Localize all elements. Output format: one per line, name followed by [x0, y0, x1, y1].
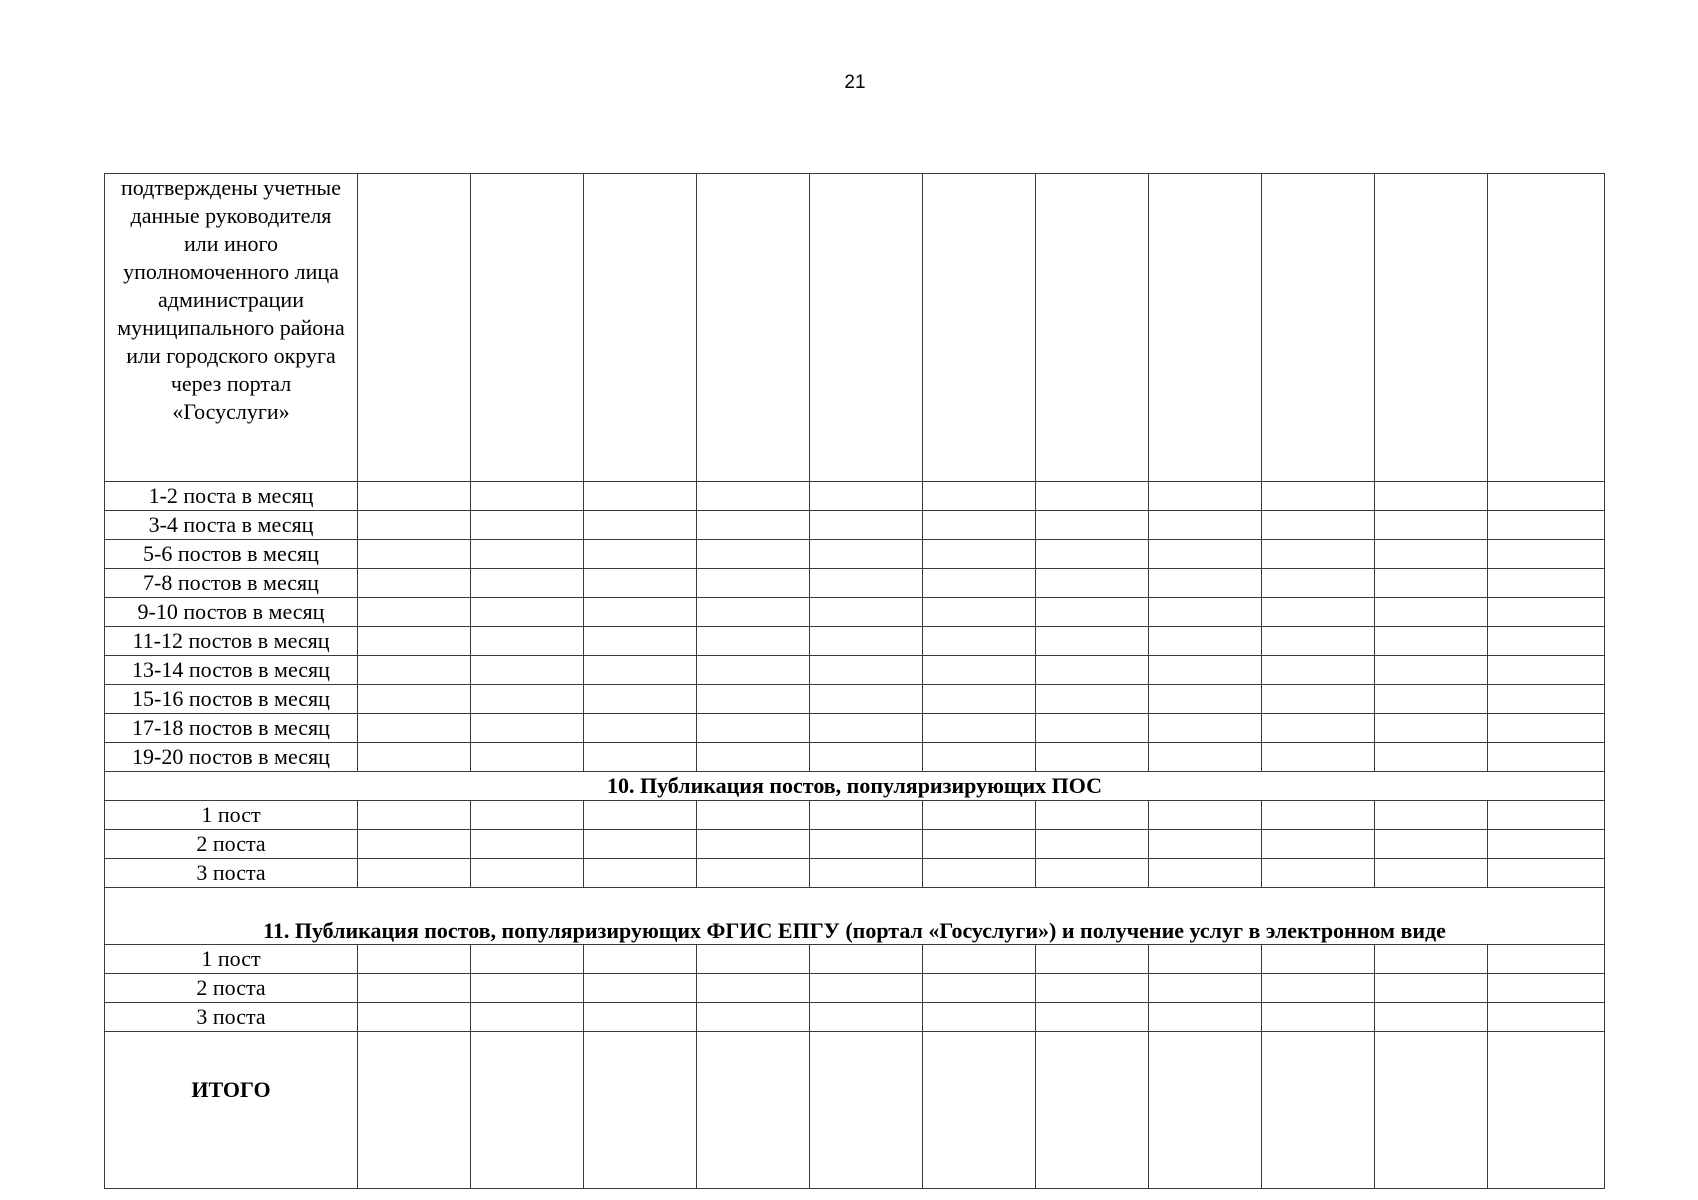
value-cell: [1149, 830, 1262, 859]
value-cell: [1488, 540, 1605, 569]
value-cell: [358, 569, 471, 598]
value-cell: [1375, 830, 1488, 859]
value-cell: [358, 1003, 471, 1032]
value-cell: [358, 685, 471, 714]
value-cell: [1149, 569, 1262, 598]
value-cell: [1036, 540, 1149, 569]
value-cell: [1262, 974, 1375, 1003]
value-cell: [1149, 540, 1262, 569]
value-cell: [471, 1003, 584, 1032]
value-cell: [358, 482, 471, 511]
value-cell: [1149, 714, 1262, 743]
section-header-row: [105, 772, 1605, 801]
row-label: 17-18 постов в месяц: [105, 714, 358, 743]
value-cell: [1036, 656, 1149, 685]
page-number: 21: [844, 72, 866, 93]
value-cell: [1036, 859, 1149, 888]
value-cell: [1488, 743, 1605, 772]
value-cell: [1036, 830, 1149, 859]
value-cell: [1262, 714, 1375, 743]
value-cell: [1149, 656, 1262, 685]
value-cell: [697, 945, 810, 974]
value-cell: [1262, 830, 1375, 859]
value-cell: [1375, 685, 1488, 714]
value-cell: [1488, 945, 1605, 974]
value-cell: [1488, 598, 1605, 627]
value-cell: [1488, 685, 1605, 714]
value-cell: [1488, 569, 1605, 598]
value-cell: [1488, 714, 1605, 743]
value-cell: [584, 598, 697, 627]
total-row: [105, 1032, 1605, 1189]
value-cell: [584, 714, 697, 743]
value-cell: [471, 743, 584, 772]
value-cell: [1375, 627, 1488, 656]
value-cell: [923, 801, 1036, 830]
value-cell: [1488, 801, 1605, 830]
value-cell: [1149, 1003, 1262, 1032]
value-cell: [471, 714, 584, 743]
value-cell: [810, 598, 923, 627]
table-row: [105, 1003, 1605, 1032]
total-label: ИТОГО: [105, 1032, 358, 1189]
value-cell: [358, 830, 471, 859]
value-cell: [1149, 174, 1262, 482]
value-cell: [1036, 174, 1149, 482]
value-cell: [1375, 714, 1488, 743]
value-cell: [358, 174, 471, 482]
value-cell: [697, 974, 810, 1003]
value-cell: [1262, 482, 1375, 511]
value-cell: [923, 656, 1036, 685]
value-cell: [1488, 174, 1605, 482]
value-cell: [1262, 540, 1375, 569]
value-cell: [1375, 656, 1488, 685]
value-cell: [584, 801, 697, 830]
value-cell: [358, 511, 471, 540]
section-header-row: [105, 888, 1605, 945]
row-label: 13-14 постов в месяц: [105, 656, 358, 685]
table-row: [105, 743, 1605, 772]
value-cell: [471, 974, 584, 1003]
value-cell: [697, 859, 810, 888]
value-cell: [923, 511, 1036, 540]
value-cell: [471, 569, 584, 598]
value-cell: [1262, 859, 1375, 888]
value-cell: [584, 743, 697, 772]
value-cell: [584, 859, 697, 888]
value-cell: [1375, 945, 1488, 974]
table-row: [105, 974, 1605, 1003]
value-cell: [697, 598, 810, 627]
value-cell: [810, 511, 923, 540]
value-cell: [923, 1032, 1036, 1189]
value-cell: [1488, 511, 1605, 540]
value-cell: [584, 945, 697, 974]
value-cell: [1262, 801, 1375, 830]
value-cell: [1036, 482, 1149, 511]
value-cell: [584, 974, 697, 1003]
value-cell: [1036, 1032, 1149, 1189]
value-cell: [697, 627, 810, 656]
table-row: [105, 569, 1605, 598]
value-cell: [1262, 627, 1375, 656]
value-cell: [1375, 540, 1488, 569]
table-row: [105, 945, 1605, 974]
value-cell: [1375, 859, 1488, 888]
value-cell: [810, 859, 923, 888]
value-cell: [471, 627, 584, 656]
value-cell: [923, 685, 1036, 714]
value-cell: [1036, 714, 1149, 743]
value-cell: [923, 743, 1036, 772]
value-cell: [697, 482, 810, 511]
value-cell: [697, 1032, 810, 1189]
value-cell: [358, 801, 471, 830]
value-cell: [1036, 598, 1149, 627]
value-cell: [1036, 685, 1149, 714]
value-cell: [810, 482, 923, 511]
table-row: [105, 174, 1605, 482]
value-cell: [1149, 859, 1262, 888]
value-cell: [1375, 174, 1488, 482]
value-cell: [1149, 482, 1262, 511]
value-cell: [810, 743, 923, 772]
value-cell: [584, 569, 697, 598]
table-row: [105, 656, 1605, 685]
value-cell: [1488, 830, 1605, 859]
value-cell: [810, 685, 923, 714]
value-cell: [1375, 482, 1488, 511]
value-cell: [810, 945, 923, 974]
table-row: [105, 627, 1605, 656]
value-cell: [1149, 743, 1262, 772]
value-cell: [697, 685, 810, 714]
value-cell: [697, 1003, 810, 1032]
row-label: 11-12 постов в месяц: [105, 627, 358, 656]
row-label: 1 пост: [105, 945, 358, 974]
value-cell: [923, 830, 1036, 859]
value-cell: [1149, 685, 1262, 714]
value-cell: [923, 174, 1036, 482]
table-row: [105, 598, 1605, 627]
value-cell: [584, 627, 697, 656]
rating-table: [104, 173, 1605, 1189]
value-cell: [1149, 627, 1262, 656]
value-cell: [810, 974, 923, 1003]
value-cell: [923, 598, 1036, 627]
value-cell: [471, 540, 584, 569]
value-cell: [697, 174, 810, 482]
value-cell: [584, 1032, 697, 1189]
table-row: [105, 830, 1605, 859]
value-cell: [697, 656, 810, 685]
value-cell: [1036, 627, 1149, 656]
value-cell: [1488, 974, 1605, 1003]
value-cell: [1262, 685, 1375, 714]
value-cell: [810, 830, 923, 859]
row-label: 2 поста: [105, 974, 358, 1003]
value-cell: [1036, 569, 1149, 598]
value-cell: [810, 656, 923, 685]
value-cell: [358, 945, 471, 974]
value-cell: [471, 1032, 584, 1189]
value-cell: [1375, 1032, 1488, 1189]
value-cell: [697, 714, 810, 743]
value-cell: [1262, 569, 1375, 598]
row-label: 1-2 поста в месяц: [105, 482, 358, 511]
section-title: 10. Публикация постов, популяризирующих ПОС: [105, 772, 1605, 801]
value-cell: [584, 830, 697, 859]
value-cell: [1149, 511, 1262, 540]
value-cell: [471, 830, 584, 859]
value-cell: [471, 945, 584, 974]
value-cell: [1488, 656, 1605, 685]
value-cell: [697, 743, 810, 772]
row-label: 15-16 постов в месяц: [105, 685, 358, 714]
table-row: [105, 859, 1605, 888]
row-label: 9-10 постов в месяц: [105, 598, 358, 627]
value-cell: [810, 1003, 923, 1032]
value-cell: [810, 627, 923, 656]
value-cell: [697, 511, 810, 540]
value-cell: [358, 656, 471, 685]
value-cell: [584, 1003, 697, 1032]
value-cell: [1375, 569, 1488, 598]
value-cell: [1036, 1003, 1149, 1032]
value-cell: [923, 482, 1036, 511]
value-cell: [1375, 1003, 1488, 1032]
value-cell: [810, 174, 923, 482]
value-cell: [471, 656, 584, 685]
value-cell: [697, 801, 810, 830]
table-row: [105, 714, 1605, 743]
value-cell: [1262, 656, 1375, 685]
value-cell: [358, 743, 471, 772]
value-cell: [1375, 598, 1488, 627]
section-title: 11. Публикация постов, популяризирующих ФГИС ЕПГУ (портал «Госуслуги») и получение услуг в электронном виде: [105, 888, 1605, 945]
value-cell: [1262, 174, 1375, 482]
value-cell: [471, 511, 584, 540]
value-cell: [358, 1032, 471, 1189]
value-cell: [697, 540, 810, 569]
value-cell: [1262, 945, 1375, 974]
value-cell: [923, 859, 1036, 888]
value-cell: [1149, 598, 1262, 627]
table-row: [105, 511, 1605, 540]
value-cell: [923, 974, 1036, 1003]
value-cell: [358, 540, 471, 569]
row-label: 3 поста: [105, 1003, 358, 1032]
value-cell: [471, 801, 584, 830]
value-cell: [1149, 974, 1262, 1003]
value-cell: [471, 598, 584, 627]
row-label: 19-20 постов в месяц: [105, 743, 358, 772]
value-cell: [358, 598, 471, 627]
value-cell: [923, 714, 1036, 743]
row-label: 2 поста: [105, 830, 358, 859]
value-cell: [1262, 598, 1375, 627]
value-cell: [1036, 974, 1149, 1003]
value-cell: [471, 174, 584, 482]
table-row: [105, 801, 1605, 830]
value-cell: [1488, 1003, 1605, 1032]
value-cell: [810, 714, 923, 743]
value-cell: [584, 511, 697, 540]
value-cell: [923, 540, 1036, 569]
table-body: [105, 174, 1605, 1189]
value-cell: [697, 569, 810, 598]
value-cell: [1036, 801, 1149, 830]
value-cell: [358, 974, 471, 1003]
value-cell: [584, 482, 697, 511]
value-cell: [584, 685, 697, 714]
value-cell: [1262, 1032, 1375, 1189]
table-row: [105, 482, 1605, 511]
value-cell: [1262, 743, 1375, 772]
value-cell: [1488, 859, 1605, 888]
value-cell: [923, 1003, 1036, 1032]
value-cell: [358, 714, 471, 743]
row-label: 5-6 постов в месяц: [105, 540, 358, 569]
row-label: 3 поста: [105, 859, 358, 888]
row-label: 7-8 постов в месяц: [105, 569, 358, 598]
value-cell: [358, 627, 471, 656]
value-cell: [810, 801, 923, 830]
value-cell: [584, 540, 697, 569]
value-cell: [1375, 801, 1488, 830]
value-cell: [810, 1032, 923, 1189]
value-cell: [1149, 945, 1262, 974]
value-cell: [471, 482, 584, 511]
value-cell: [1375, 974, 1488, 1003]
value-cell: [584, 656, 697, 685]
value-cell: [1488, 627, 1605, 656]
value-cell: [471, 859, 584, 888]
value-cell: [1262, 1003, 1375, 1032]
value-cell: [1036, 945, 1149, 974]
table-row: [105, 540, 1605, 569]
value-cell: [1375, 511, 1488, 540]
value-cell: [1488, 482, 1605, 511]
value-cell: [1375, 743, 1488, 772]
row-label: 1 пост: [105, 801, 358, 830]
value-cell: [1036, 743, 1149, 772]
value-cell: [923, 945, 1036, 974]
value-cell: [358, 859, 471, 888]
value-cell: [923, 627, 1036, 656]
value-cell: [697, 830, 810, 859]
value-cell: [1488, 1032, 1605, 1189]
table-row: [105, 685, 1605, 714]
value-cell: [1262, 511, 1375, 540]
value-cell: [810, 540, 923, 569]
value-cell: [923, 569, 1036, 598]
value-cell: [810, 569, 923, 598]
row-label: подтверждены учетные данные руководителя или иного уполномоченного лица администрации муниципального района или городского округа через портал «Госуслуги»: [105, 174, 358, 482]
value-cell: [471, 685, 584, 714]
value-cell: [1149, 1032, 1262, 1189]
value-cell: [1149, 801, 1262, 830]
value-cell: [584, 174, 697, 482]
value-cell: [1036, 511, 1149, 540]
row-label: 3-4 поста в месяц: [105, 511, 358, 540]
